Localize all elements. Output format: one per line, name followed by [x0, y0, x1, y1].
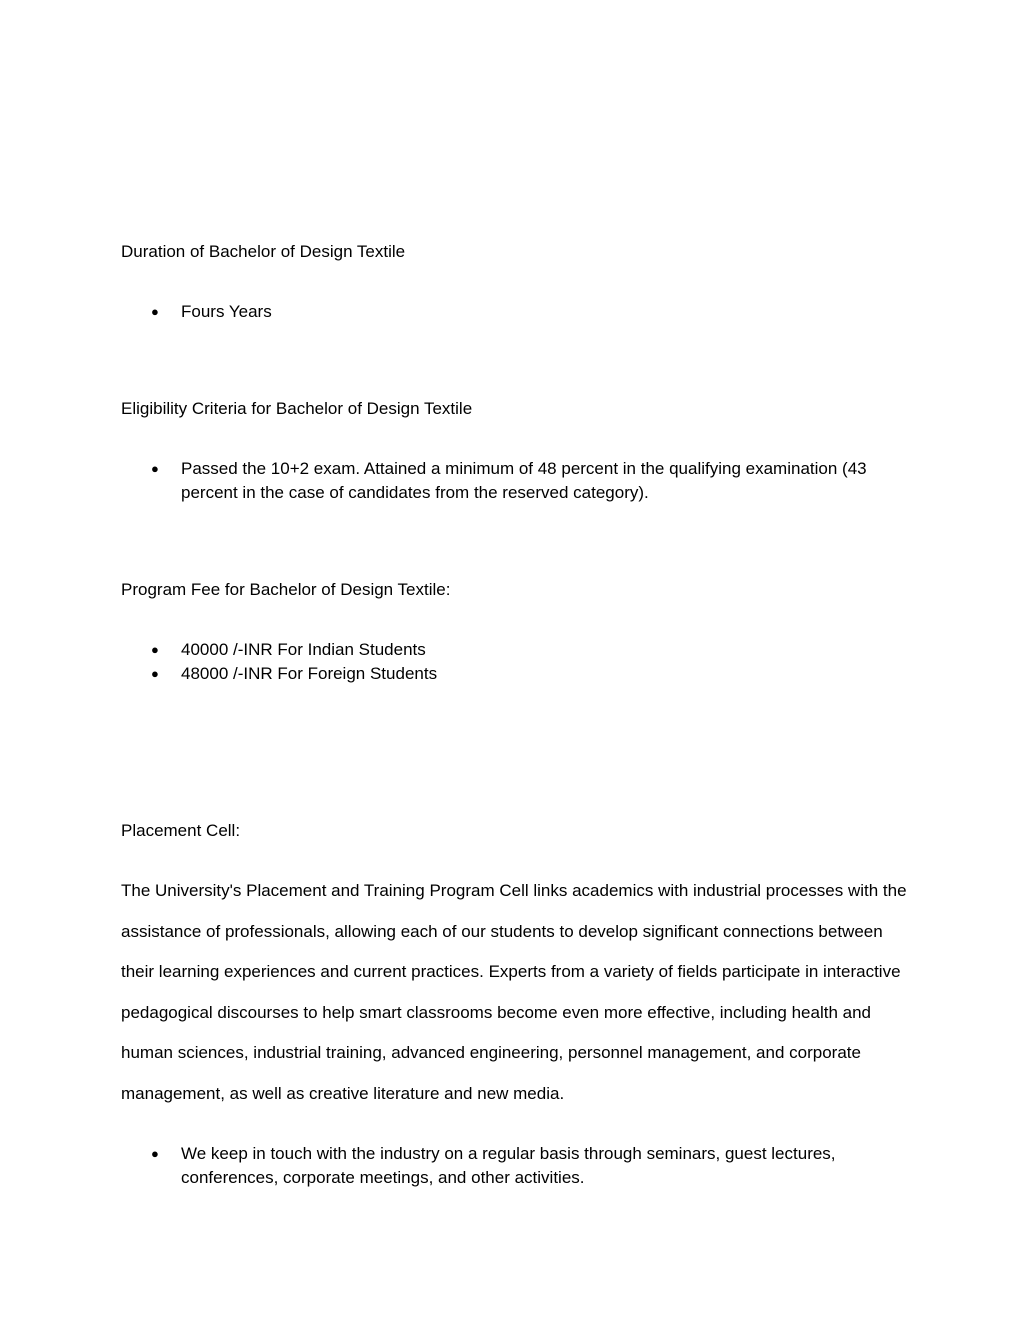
bullet-icon: ●: [151, 666, 159, 681]
list-item: [121, 457, 911, 505]
bullet-icon: ●: [151, 304, 159, 319]
list-item-text: 48000 /-INR For Foreign Students: [181, 664, 438, 683]
list-item: [121, 638, 911, 662]
bullet-icon: ●: [151, 1146, 159, 1161]
list-item: [121, 300, 911, 324]
placement-paragraph: The University's Placement and Training Program Cell links academics with industrial processes with the assistance of professionals, allowing each of our students to develop significant connections between their learning experiences and current practices. Experts from a variety of fields participate in interactive pedagogical discourses to help smart classrooms become even more effective, including health and human sciences, industrial training, advanced engineering, personnel management, and corporate management, as well as creative literature and new media.: [121, 881, 907, 1103]
list-item: [121, 1142, 911, 1190]
list-item-text: 40000 /-INR For Indian Students: [181, 640, 426, 659]
eligibility-heading: Eligibility Criteria for Bachelor of Design Textile: [121, 399, 473, 418]
placement-heading: Placement Cell:: [121, 821, 241, 840]
eligibility-list: [121, 457, 911, 505]
placement-list: [121, 1142, 911, 1190]
list-item-text: Fours Years: [181, 302, 272, 321]
duration-heading: Duration of Bachelor of Design Textile: [121, 242, 406, 261]
list-item: [121, 662, 911, 686]
fee-list: [121, 638, 911, 686]
list-item-text: Passed the 10+2 exam. Attained a minimum of 48 percent in the qualifying examination (43 percent in the case of candidates from the reserved category).: [181, 459, 867, 502]
bullet-icon: ●: [151, 642, 159, 657]
duration-list: [121, 300, 911, 324]
bullet-icon: ●: [151, 461, 159, 476]
fee-heading: Program Fee for Bachelor of Design Textile:: [121, 580, 451, 599]
list-item-text: We keep in touch with the industry on a regular basis through seminars, guest lectures, conferences, corporate meetings, and other activities.: [181, 1144, 836, 1187]
